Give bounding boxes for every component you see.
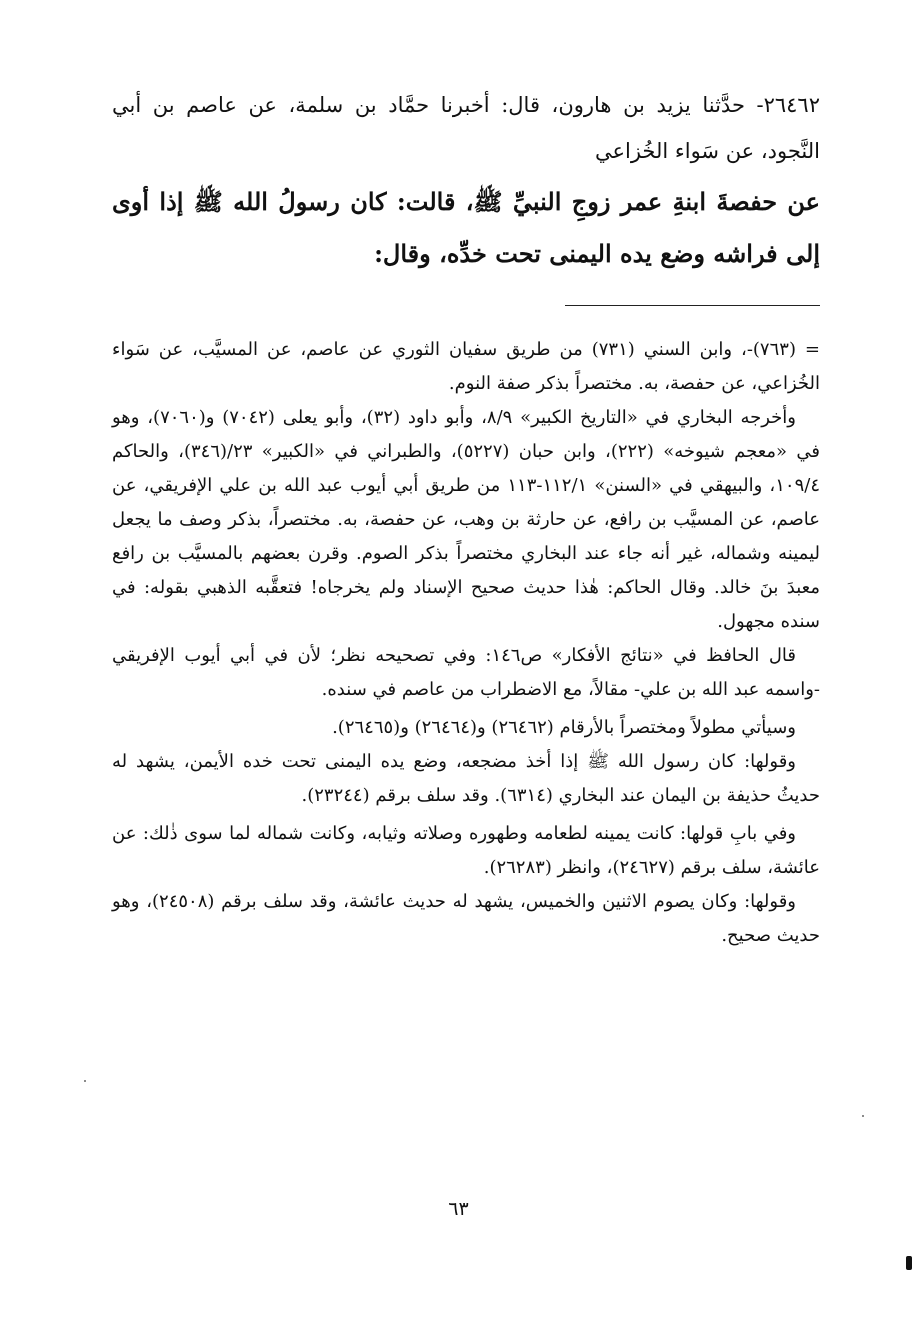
hadith-chain: ٢٦٤٦٢- حدَّثنا يزيد بن هارون، قال: أخبرنا حمَّاد بن سلمة، عن عاصم بن أبي النَّجود، عن سَواء الخُزاعي xyxy=(112,93,820,163)
footnote-paragraph: وسيأتي مطولاً ومختصراً بالأرقام (٢٦٤٦٢) و(٢٦٤٦٤) و(٢٦٤٦٥). xyxy=(332,717,796,738)
scan-speck xyxy=(862,1115,864,1117)
footnote-paragraph: قال الحافظ في «نتائج الأفكار» ص١٤٦: وفي تصحيحه نظر؛ لأن في أبي أيوب الإفريقي -واسمه عبد الله بن علي- مقالاً، مع الاضطراب من عاصم في سنده. xyxy=(112,645,820,700)
footnote-paragraph: وأخرجه البخاري في «التاريخ الكبير» ٨/٩، وأبو داود (٣٢)، وأبو يعلى (٧٠٤٢) و(٧٠٦٠)، وهو في «معجم شيوخه» (٢٢٢)، وابن حبان (٥٢٢٧)، والطبراني في «الكبير» ٢٣/(٣٤٦)، والحاكم ١٠٩/٤، والبيهقي في «السنن» ١١٢/١-١١٣ من طريق أبي أيوب عبد الله بن علي الإفريقي، عن عاصم، عن المسيَّب بن رافع، عن حارثة بن وهب، عن حفصة، به. مختصراً، بذكر وصف ما يجعل ليمينه وشماله، غير أنه جاء عند البخاري مختصراً بذكر الصوم. وقرن بعضهم بالمسيَّب بن رافع معبدَ بنَ خالد. وقال الحاكم: هٰذا حديث صحيح الإسناد ولم يخرجاه! فتعقَّبه الذهبي بقوله: في سنده مجهول. xyxy=(112,407,820,632)
footnotes-block xyxy=(112,333,820,953)
scan-edge-mark xyxy=(906,1256,912,1270)
footnote-paragraph: وقولها: وكان يصوم الاثنين والخميس، يشهد له حديث عائشة، وقد سلف برقم (٢٤٥٠٨)، وهو حديث صحيح. xyxy=(112,891,820,946)
main-text-block xyxy=(112,82,820,280)
footnote-paragraph: = (٧٦٣)-، وابن السني (٧٣١) من طريق سفيان الثوري عن عاصم، عن المسيَّب، عن سَواء الخُزاعي، عن حفصة، به. مختصراً بذكر صفة النوم. xyxy=(112,339,820,394)
footnote-separator xyxy=(565,305,820,306)
footnote-paragraph: وفي بابِ قولها: كانت يمينه لطعامه وطهوره وصلاته وثيابه، وكانت شماله لما سوى ذٰلك: عن عائشة، سلف برقم (٢٤٦٢٧)، وانظر (٢٦٢٨٣). xyxy=(112,823,820,878)
footnote-paragraph: وقولها: كان رسول الله ﷺ إذا أخذ مضجعه، وضع يده اليمنى تحت خده الأيمن، يشهد له حديثُ حذيفة بن اليمان عند البخاري (٦٣١٤). وقد سلف برقم (٢٣٢٤٤). xyxy=(112,751,820,806)
page-number: ٦٣ xyxy=(448,1198,469,1220)
scan-speck xyxy=(84,1080,86,1082)
hadith-text: عن حفصةَ ابنةِ عمر زوجِ النبيِّ ﷺ، قالت: كان رسولُ الله ﷺ إذا أوى إلى فراشه وضع يده اليمنى تحت خدِّه، وقال: xyxy=(112,187,820,268)
